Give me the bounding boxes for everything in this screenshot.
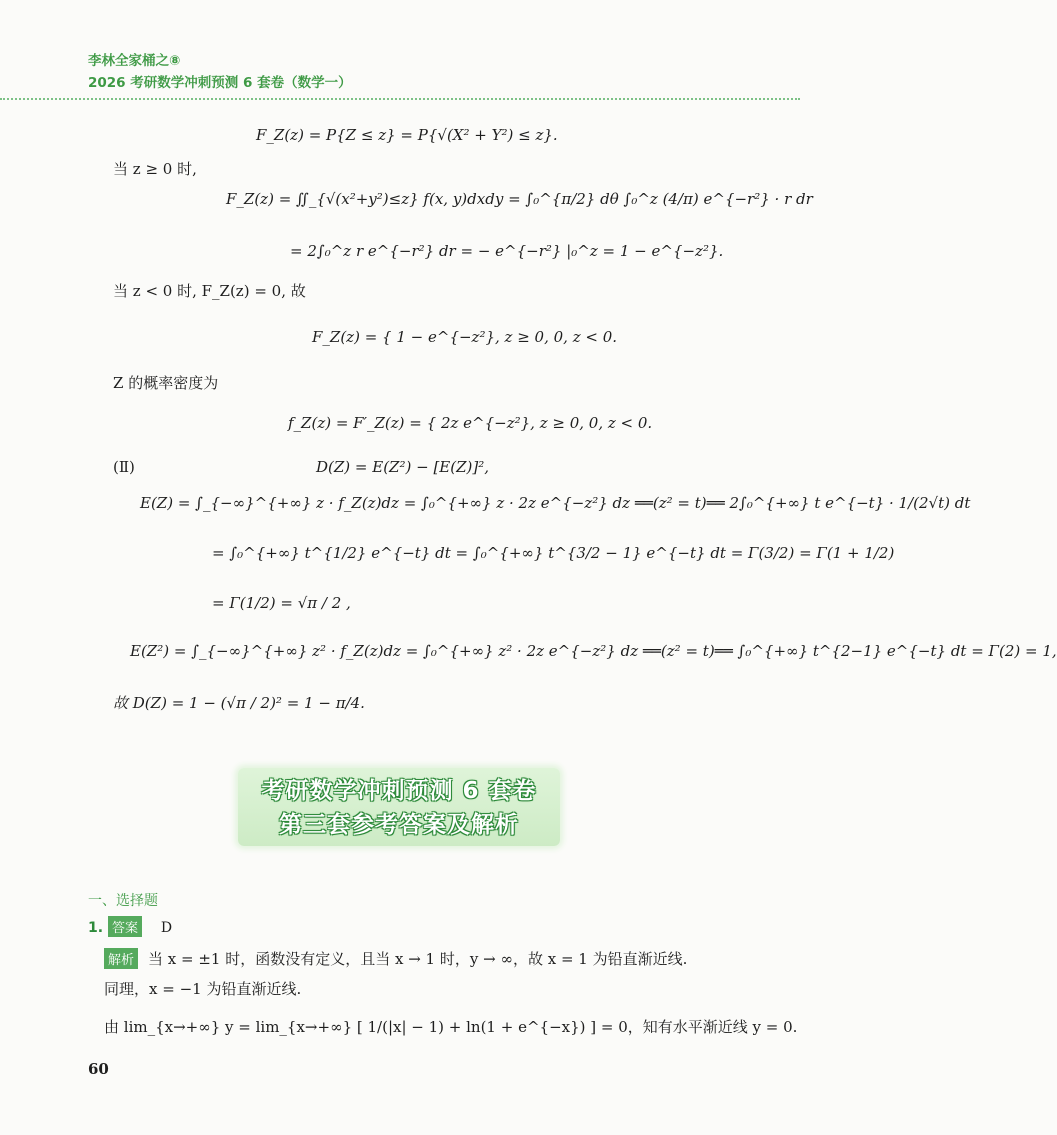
answer-tag: 答案 bbox=[108, 916, 142, 937]
running-header bbox=[88, 50, 352, 94]
eq-gamma-half: = Γ(1/2) = √π / 2 , bbox=[212, 594, 351, 612]
case-z-nonnegative: 当 z ≥ 0 时, bbox=[113, 160, 197, 178]
eq-cdf-definition: F_Z(z) = P{Z ≤ z} = P{√(X² + Y²) ≤ z}. bbox=[256, 126, 558, 144]
page-number: 60 bbox=[88, 1060, 109, 1078]
analysis-line-2: 同理，x = −1 为铅直渐近线. bbox=[104, 980, 302, 998]
eq-variance: D(Z) = E(Z²) − [E(Z)]², bbox=[316, 458, 490, 476]
eq-integral-result: = 2∫₀^z r e^{−r²} dr = − e^{−r²} |₀^z = 1 − e^{−z²}. bbox=[290, 242, 724, 260]
analysis-line-3: 由 lim_{x→+∞} y = lim_{x→+∞} [ 1/(|x| − 1) + ln(1 + e^{−x}) ] = 0，知有水平渐近线 y = 0. bbox=[104, 1018, 798, 1036]
header-book-title: 2026 考研数学冲刺预测 6 套卷（数学一） bbox=[88, 75, 352, 91]
eq-polar-integral: F_Z(z) = ∬_{√(x²+y²)≤z} f(x, y)dxdy = ∫₀^{π/2} dθ ∫₀^z (4/π) e^{−r²} · r dr bbox=[226, 190, 813, 208]
banner-title: 考研数学冲刺预测 6 套卷 bbox=[261, 778, 537, 804]
eq-variance-result: 故 D(Z) = 1 − (√π / 2)² = 1 − π/4. bbox=[113, 694, 365, 712]
eq-second-moment: E(Z²) = ∫_{−∞}^{+∞} z² · f_Z(z)dz = ∫₀^{+∞} z² · 2z e^{−z²} dz ══(z² = t)══ ∫₀^{+∞} t^{2−1} e^{−t} dt = Γ(2) = 1, bbox=[130, 642, 1057, 660]
answer-value: D bbox=[160, 920, 173, 936]
question-header bbox=[88, 916, 172, 937]
header-divider bbox=[0, 98, 800, 100]
analysis-line-1 bbox=[104, 948, 687, 969]
banner-subtitle: 第三套参考答案及解析 bbox=[279, 812, 519, 838]
eq-gamma-step: = ∫₀^{+∞} t^{1/2} e^{−t} dt = ∫₀^{+∞} t^{3/2 − 1} e^{−t} dt = Γ(3/2) = Γ(1 + 1/2) bbox=[212, 544, 895, 562]
eq-pdf-piecewise: f_Z(z) = F′_Z(z) = { 2z e^{−z²}, z ≥ 0, 0, z < 0. bbox=[288, 414, 653, 432]
answer-key-banner bbox=[238, 768, 560, 846]
eq-expectation: E(Z) = ∫_{−∞}^{+∞} z · f_Z(z)dz = ∫₀^{+∞} z · 2z e^{−z²} dz ══(z² = t)══ 2∫₀^{+∞} t e^{−t} · 1/(2√t) dt bbox=[140, 494, 971, 512]
density-intro: Z 的概率密度为 bbox=[113, 374, 219, 392]
eq-cdf-piecewise: F_Z(z) = { 1 − e^{−z²}, z ≥ 0, 0, z < 0. bbox=[312, 328, 618, 346]
analysis-tag: 解析 bbox=[104, 948, 138, 969]
case-z-negative: 当 z < 0 时, F_Z(z) = 0, 故 bbox=[113, 282, 306, 300]
header-book-series: 李林全家桶之⑧ bbox=[88, 53, 181, 69]
section-heading: 一、选择题 bbox=[88, 893, 158, 909]
part-two-label: (Ⅱ) bbox=[113, 458, 135, 476]
analysis-text-1: 当 x = ±1 时，函数没有定义，且当 x → 1 时，y → ∞，故 x = 1 为铅直渐近线. bbox=[148, 950, 688, 968]
question-number: 1. bbox=[88, 920, 104, 936]
